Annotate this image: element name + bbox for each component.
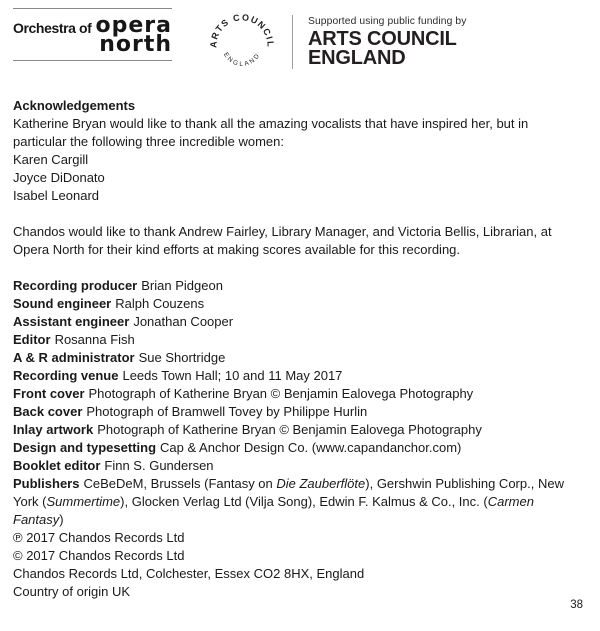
- publishers-text: ), Glocken Verlag Ltd (Vilja Song), Edwin F. Kalmus & Co., Inc. (: [120, 494, 488, 509]
- svg-text:ENGLAND: [222, 51, 262, 68]
- copyright-line: © 2017 Chandos Records Ltd: [13, 548, 185, 563]
- publishers-text: ): [59, 512, 64, 527]
- credit-label: Inlay artwork: [13, 422, 94, 437]
- credit-label: Editor: [13, 332, 51, 347]
- orchestra-of-opera-north-logo: [13, 8, 172, 61]
- credit-row: [13, 367, 581, 385]
- credit-label: Design and typesetting: [13, 440, 157, 455]
- thanked-name: Isabel Leonard: [13, 188, 100, 203]
- credit-label: Recording producer: [13, 278, 138, 293]
- header-divider-line: [292, 15, 293, 69]
- credit-label: Assistant engineer: [13, 314, 130, 329]
- arts-council-name-line1: ARTS COUNCIL: [308, 28, 457, 50]
- credit-row: [13, 313, 581, 331]
- publishers-text: ), Gershwin Publishing Corp., New York (: [13, 476, 564, 509]
- credit-value: Cap & Anchor Design Co. (www.capandanchor.com): [160, 440, 462, 455]
- acknowledgements-intro: Katherine Bryan would like to thank all the amazing vocalists that have inspired her, but in particular the following three incredible women:: [13, 116, 529, 149]
- credit-row: [13, 421, 581, 439]
- credit-row: [13, 439, 581, 457]
- credit-label: Front cover: [13, 386, 85, 401]
- credit-row: [13, 349, 581, 367]
- credit-row: [13, 457, 581, 475]
- credits-list: [13, 277, 581, 601]
- opera-north-wordmark: [95, 13, 172, 57]
- credit-row: [13, 385, 581, 403]
- acknowledgements-heading: Acknowledgements: [13, 98, 136, 113]
- credit-label: Back cover: [13, 404, 83, 419]
- credit-publishers-row: [13, 475, 581, 529]
- arts-council-tagline: Supported using public funding by: [308, 16, 467, 27]
- arts-council-name-line2: ENGLAND: [308, 47, 406, 69]
- orchestra-of-label: Orchestra of: [13, 20, 92, 36]
- country-of-origin-line: Country of origin UK: [13, 584, 131, 599]
- credit-value: Photograph of Katherine Bryan © Benjamin Ealovega Photography: [97, 422, 482, 437]
- roundel-arc-top-text: ARTS COUNCIL: [208, 12, 276, 49]
- arts-council-england-logotype: [308, 8, 466, 68]
- credit-value: Jonathan Cooper: [133, 314, 234, 329]
- address-line: Chandos Records Ltd, Colchester, Essex CO2 8HX, England: [13, 566, 365, 581]
- page-number: 38: [570, 599, 583, 611]
- publishers-work-title: Carmen Fantasy: [13, 494, 534, 527]
- booklet-credits-content: [13, 97, 581, 601]
- arts-council-roundel-logo: [206, 10, 278, 82]
- credit-value: Sue Shortridge: [138, 350, 226, 365]
- roundel-arc-bottom-text: ENGLAND: [221, 51, 263, 68]
- credit-value: Rosanna Fish: [54, 332, 135, 347]
- credit-row: [13, 295, 581, 313]
- credit-value: Ralph Couzens: [115, 296, 205, 311]
- credit-value: Photograph of Katherine Bryan © Benjamin Ealovega Photography: [88, 386, 474, 401]
- credit-row: [13, 331, 581, 349]
- chandos-thanks-paragraph: Chandos would like to thank Andrew Fairley, Library Manager, and Victoria Bellis, Librarian, at Opera North for their kind efforts at making scores available for this recording.: [13, 224, 552, 257]
- credit-value: Brian Pidgeon: [141, 278, 223, 293]
- phonogram-copyright-line: ℗ 2017 Chandos Records Ltd: [13, 530, 185, 545]
- opera-north-word2: north: [99, 32, 172, 57]
- credit-value: Finn S. Gundersen: [104, 458, 214, 473]
- page-header: [13, 8, 600, 82]
- credit-label: Booklet editor: [13, 458, 101, 473]
- credit-label: Sound engineer: [13, 296, 112, 311]
- publishers-text: CeBeDeM, Brussels (Fantasy on: [83, 476, 277, 491]
- opera-north-word1: opera: [95, 13, 172, 38]
- credit-value: Leeds Town Hall; 10 and 11 May 2017: [122, 368, 343, 383]
- credit-row: [13, 277, 581, 295]
- publishers-work-title: Summertime: [46, 494, 121, 509]
- credit-label: Recording venue: [13, 368, 119, 383]
- credit-value: Photograph of Bramwell Tovey by Philippe Hurlin: [86, 404, 368, 419]
- credit-row: [13, 403, 581, 421]
- thanked-name: Joyce DiDonato: [13, 170, 105, 185]
- thanked-name: Karen Cargill: [13, 152, 89, 167]
- publishers-work-title: Die Zauberflöte: [276, 476, 366, 491]
- acknowledgements-section: [13, 97, 581, 205]
- credit-label: A & R administrator: [13, 350, 135, 365]
- credit-label: Publishers: [13, 476, 80, 491]
- svg-text:ARTS COUNCIL: [208, 12, 275, 48]
